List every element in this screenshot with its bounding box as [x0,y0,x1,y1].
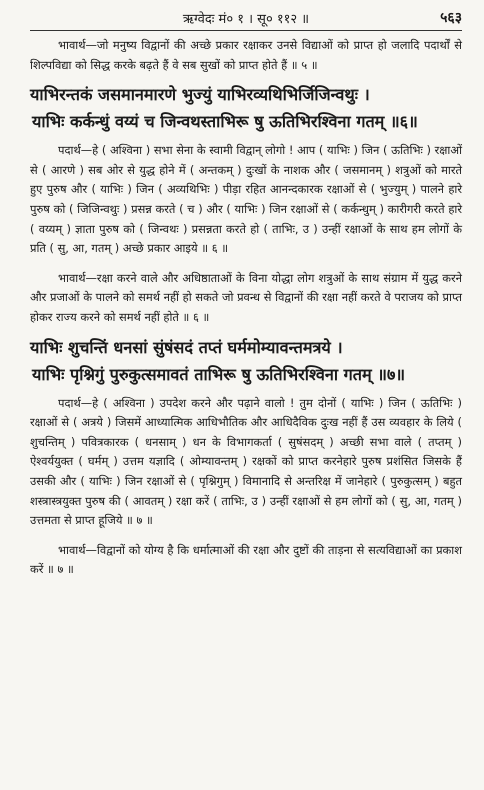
mantra-6-line-2: याभिः कर्कन्धुं वय्यं च जिन्वथस्ताभिरू षु ऊतिभिरश्विना गतम् ॥६॥ [32,112,418,132]
bhavartha-5: भावार्थ—जो मनुष्य विद्वानों की अच्छे प्रकार रक्षाकर उनसे विद्याओं को प्राप्त हो जलादि पदार्थों से शिल्पविद्या को सिद्ध करके बढ़ते हैं वे सब सुखों को प्राप्त होते हैं ॥ ५ ॥ [30,38,462,72]
header-rule [30,30,462,31]
mantra-6-line-1: याभिरन्तकं जसमानमारणे भुज्युं याभिरव्यथिभिर्जिजिन्वथुः । [30,85,370,105]
mantra-7-line-2: याभिः पृश्निगुं पुरुकुत्समावतं ताभिरू षु ऊतिभिरश्विना गतम् ॥७॥ [32,364,406,384]
bhavartha-7: भावार्थ—विद्वानों को योग्य है कि धर्मात्माओं की रक्षा और दुष्टों की ताड़ना से सत्यविद्याओं का प्रकाश करें ॥ ७ ॥ [30,542,462,577]
padartha-7: पदार्थ—हे ( अश्विना ) उपदेश करने और पढ़ाने वालो ! तुम दोनों ( याभिः ) जिन ( ऊतिभिः ) रक्षाओं से ( अत्रये ) जिसमें आध्यात्मिक आधिभौतिक और आधिदैविक दुःख नहीं हैं उस व्यवहार के लिये ( शुचन्तिम् ) पवित्रकारक ( धनसाम् ) धन के विभागकर्ता ( सुषंसदम् ) अच्छी सभा वाले ( तप्तम् ) ऐश्वर्ययुक्त ( घर्मम् ) उत्तम यज्ञादि ( ओम्यावन्तम् ) रक्षकों को प्राप्त करनेहारे पुरुष प्रशंसित जिसके हैं उसकी और ( याभिः ) जिन रक्षाओं से ( पृश्निगुम् ) विमानादि से अन्तरिक्ष में जानेहारे ( पुरुकुत्सम् ) बहुत शस्त्रास्त्रयुक्त पुरुष की ( आवतम् ) रक्षा करें ( ताभिः, उ ) उन्हीं रक्षाओं से हम लोगों को ( सु, आ, गतम् ) उत्तमता से प्राप्त हूजिये ॥ ७ ॥ [30,395,462,528]
page-header [30,0,462,30]
padartha-6: पदार्थ—हे ( अश्विना ) सभा सेना के स्वामी विद्वान् लोगो ! आप ( याभिः ) जिन ( ऊतिभिः ) रक्षाओं से ( आरणे ) सब ओर से युद्ध होने में ( अन्तकम् ) दुःखों के नाशक और ( जसमानम् ) शत्रुओं को मारते हुए पुरुष और ( याभिः ) जिन ( अव्यथिभिः ) पीड़ा रहित आनन्दकारक रक्षाओं से ( भुज्युम् ) पालने हारे पुरुष को ( जिजिन्वथुः ) प्रसन्न करते ( च ) और ( याभिः ) जिन रक्षाओं से ( कर्कन्धुम् ) कारीगरी करते हारे ( वय्यम् ) ज्ञाता पुरुष को ( जिन्वथः ) प्रसन्नता करते हो ( ताभिः, उ ) उन्हीं रक्षाओं के साथ हम लोगों के प्रति ( सु, आ, गतम् ) अच्छे प्रकार आइये ॥ ६ ॥ [30,143,462,256]
bhavartha-6: भावार्थ—रक्षा करने वाले और अधिष्ठाताओं के विना योद्धा लोग शत्रुओं के साथ संग्राम में युद्ध करने और प्रजाओं के पालने को समर्थ नहीं हो सकते जो प्रवन्ध से विद्वानों की रक्षा नहीं करते वे पराजय को प्राप्त होकर राज्य करने को समर्थ नहीं होते ॥ ६ ॥ [30,270,462,324]
running-title: ऋग्वेदः मं० १ । सू० ११२ ॥ [182,12,310,27]
page-number: ५६३ [440,10,462,26]
mantra-7-line-1: याभिः शुचन्तिं धनसां सुंषंसदं तप्तं घर्ममोम्यावन्तमत्रये । [30,337,343,357]
